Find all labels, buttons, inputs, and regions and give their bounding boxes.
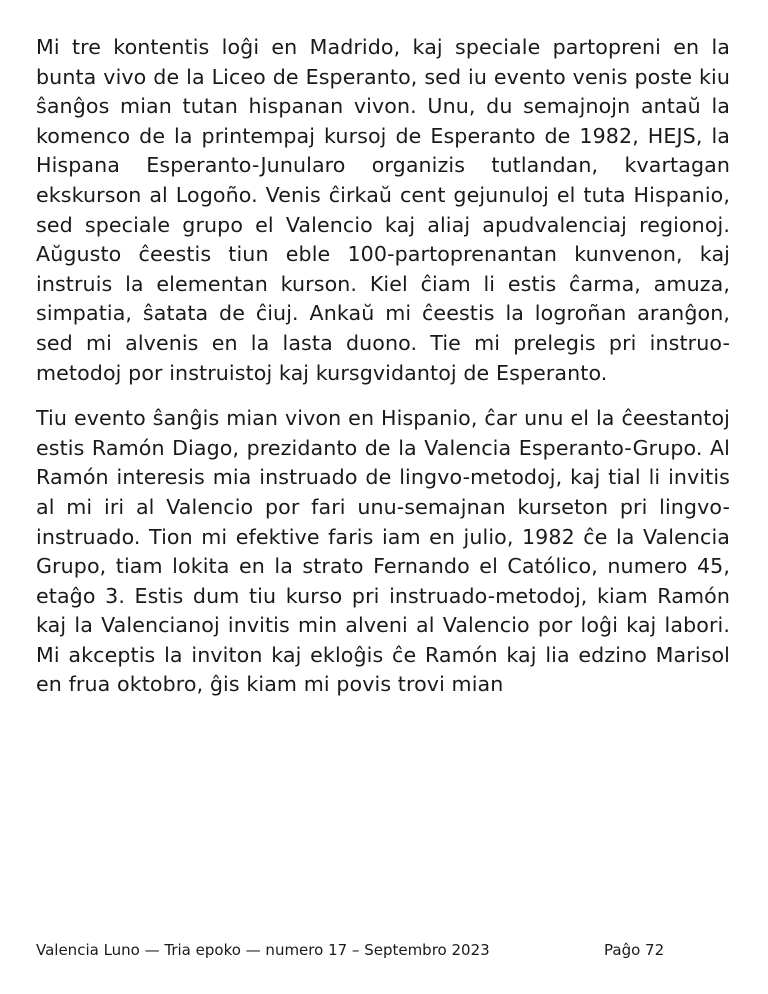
- footer-page-number: Paĝo 72: [604, 941, 665, 959]
- article-body: [36, 33, 730, 700]
- paragraph-2: Tiu evento ŝanĝis mian vivon en Hispanio, ĉar unu el la ĉeestantoj estis Ramón Diago, prezidanto de la Valencia Esperanto-Grupo. Al Ramón interesis mia instruado de lingvo-metodoj, kaj tial li invitis al mi iri al Valencio por fari unu-semajnan kurseton pri lingvo-instruado. Tion mi efektive faris iam en julio, 1982 ĉe la Valencia Grupo, tiam lokita en la strato Fernando el Católico, numero 45, etaĝo 3. Estis dum tiu kurso pri instruado-metodoj, kiam Ramón kaj la Valencianoj invitis min alveni al Valencio por loĝi kaj labori. Mi akceptis la inviton kaj ekloĝis ĉe Ramón kaj lia edzino Marisol en frua oktobro, ĝis kiam mi povis trovi mian: [36, 406, 730, 697]
- paragraph-1: Mi tre kontentis loĝi en Madrido, kaj speciale partopreni en la bunta vivo de la Liceo de Esperanto, sed iu evento venis poste kiu ŝanĝos mian tutan hispanan vivon. Unu, du semajnojn antaŭ la komenco de la printempaj kursoj de Esperanto de 1982, HEJS, la Hispana Esperanto-Junularo organizis tutlandan, kvartagan ekskurson al Logoño. Venis ĉirkaŭ cent gejunuloj el tuta Hispanio, sed speciale grupo el Valencio kaj aliaj apudvalenciaj regionoj. Aŭgusto ĉeestis tiun eble 100-partoprenantan kunvenon, kaj instruis la elementan kurson. Kiel ĉiam li estis ĉarma, amuza, simpatia, ŝatata de ĉiuj. Ankaŭ mi ĉeestis la logroñan aranĝon, sed mi alvenis en la lasta duono. Tie mi prelegis pri instruo-metodoj por instruistoj kaj kursgvidantoj de Esperanto.: [36, 35, 730, 385]
- footer-publication-info: Valencia Luno — Tria epoko — numero 17 – Septembro 2023: [36, 941, 490, 959]
